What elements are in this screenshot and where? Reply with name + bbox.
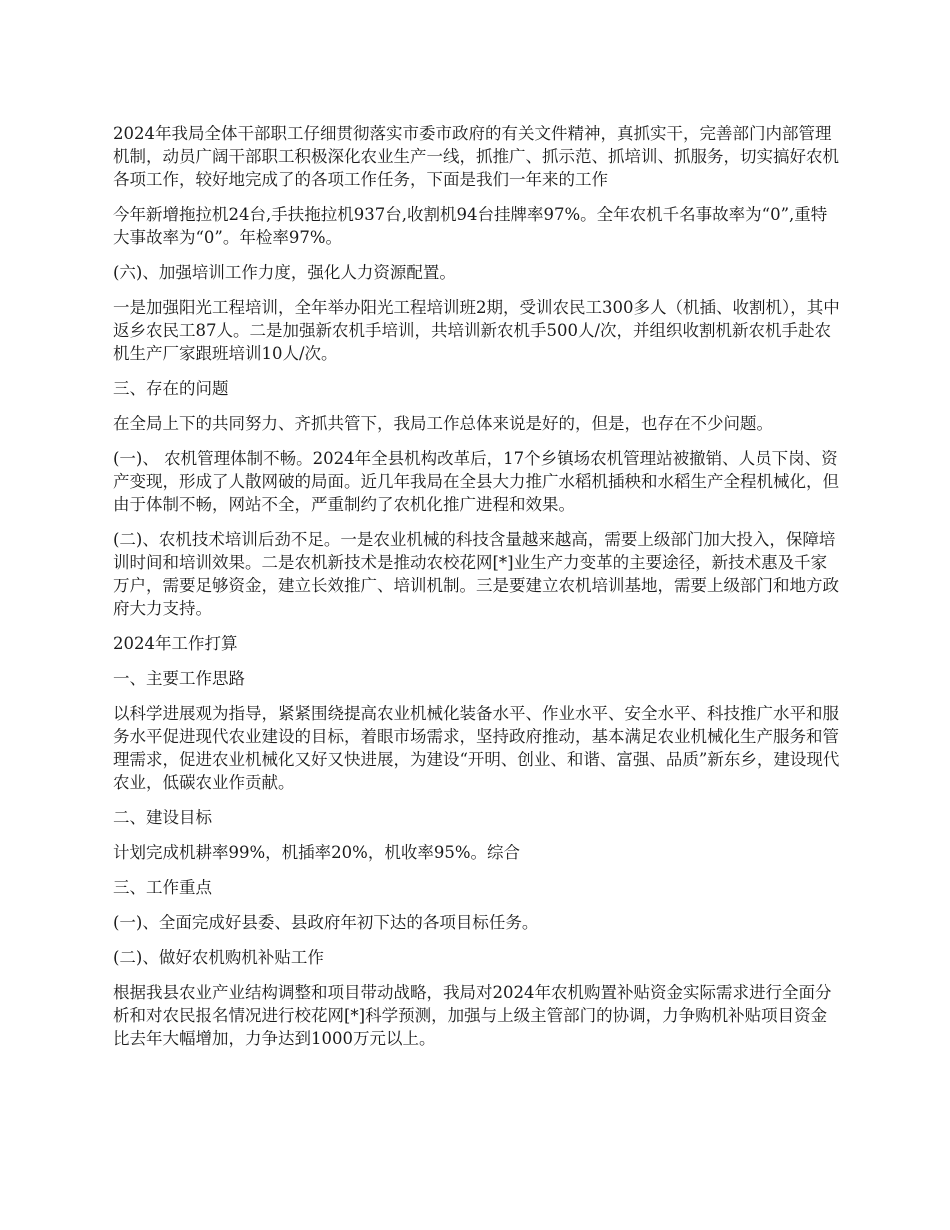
subheading-goals: 二、建设目标: [113, 808, 212, 827]
paragraph-machinery-stats: 今年新增拖拉机24台,手扶拖拉机937台,收割机94台挂牌率97%。全年农机千名事故率为“0”,重特大事故率为“0”。年检率97%。: [113, 205, 828, 247]
paragraph-goals: 计划完成机耕率99%，机插率20%，机收率95%。综合: [113, 843, 521, 862]
section-heading-problems: 三、存在的问题: [113, 379, 229, 398]
paragraph-problem-management: (一)、 农机管理体制不畅。2024年全县机构改革后，17个乡镇场农机管理站被撤销、人员下岗、资产变现，形成了人散网破的局面。近几年我局在全县大力推广水稻机插秧和水稻生产全程机械化，但由于体制不畅，网站不全，严重制约了农机化推广进程和效果。: [113, 449, 839, 514]
subheading-work-ideas: 一、主要工作思路: [113, 669, 245, 688]
item-priority-2: (二)、做好农机购机补贴工作: [113, 948, 324, 967]
section-heading-training: (六)、加强培训工作力度，强化人力资源配置。: [113, 263, 456, 282]
paragraph-problems-intro: 在全局上下的共同努力、齐抓共管下，我局工作总体来说是好的，但是，也存在不少问题。: [113, 414, 773, 433]
paragraph-problem-training: (二)、农机技术培训后劲不足。一是农业机械的科技含量越来越高，需要上级部门加大投入，保障培训时间和培训效果。二是农机新技术是推动农校花网[*]业生产力变革的主要途径，新技术惠及千家万户，需要足够资金，建立长效推广、培训机制。三是要建立农机培训基地，需要上级部门和地方政府大力支持。: [113, 530, 839, 618]
document-body: [113, 122, 843, 1062]
paragraph-subsidy: 根据我县农业产业结构调整和项目带动战略，我局对2024年农机购置补贴资金实际需求进行全面分析和对农民报名情况进行校花网[*]科学预测，加强与上级主管部门的协调，力争购机补贴项目资金比去年大幅增加，力争达到1000万元以上。: [113, 983, 832, 1048]
paragraph-work-ideas: 以科学进展观为指导，紧紧围绕提高农业机械化装备水平、作业水平、安全水平、科技推广水平和服务水平促进现代农业建设的目标，着眼市场需求，坚持政府推动，基本满足农业机械化生产服务和管理需求，促进农业机械化又好又快进展，为建设“开明、创业、和谐、富强、品质”新东乡，建设现代农业，低碳农业作贡献。: [113, 704, 840, 792]
subheading-priorities: 三、工作重点: [113, 878, 212, 897]
item-priority-1: (一)、全面完成好县委、县政府年初下达的各项目标任务。: [113, 913, 539, 932]
paragraph-intro: 2024年我局全体干部职工仔细贯彻落实市委市政府的有关文件精神，真抓实干，完善部门内部管理机制，动员广阔干部职工积极深化农业生产一线，抓推广、抓示范、抓培训、抓服务，切实搞好农机各项工作，较好地完成了的各项工作任务，下面是我们一年来的工作: [113, 124, 839, 189]
paragraph-training-details: 一是加强阳光工程培训，全年举办阳光工程培训班2期，受训农民工300多人（机插、收割机），其中返乡农民工87人。二是加强新农机手培训，共培训新农机手500人/次，并组织收割机新农机手赴农机生产厂家跟班培训10人/次。: [113, 298, 840, 363]
section-heading-plan: 2024年工作打算: [113, 634, 238, 653]
